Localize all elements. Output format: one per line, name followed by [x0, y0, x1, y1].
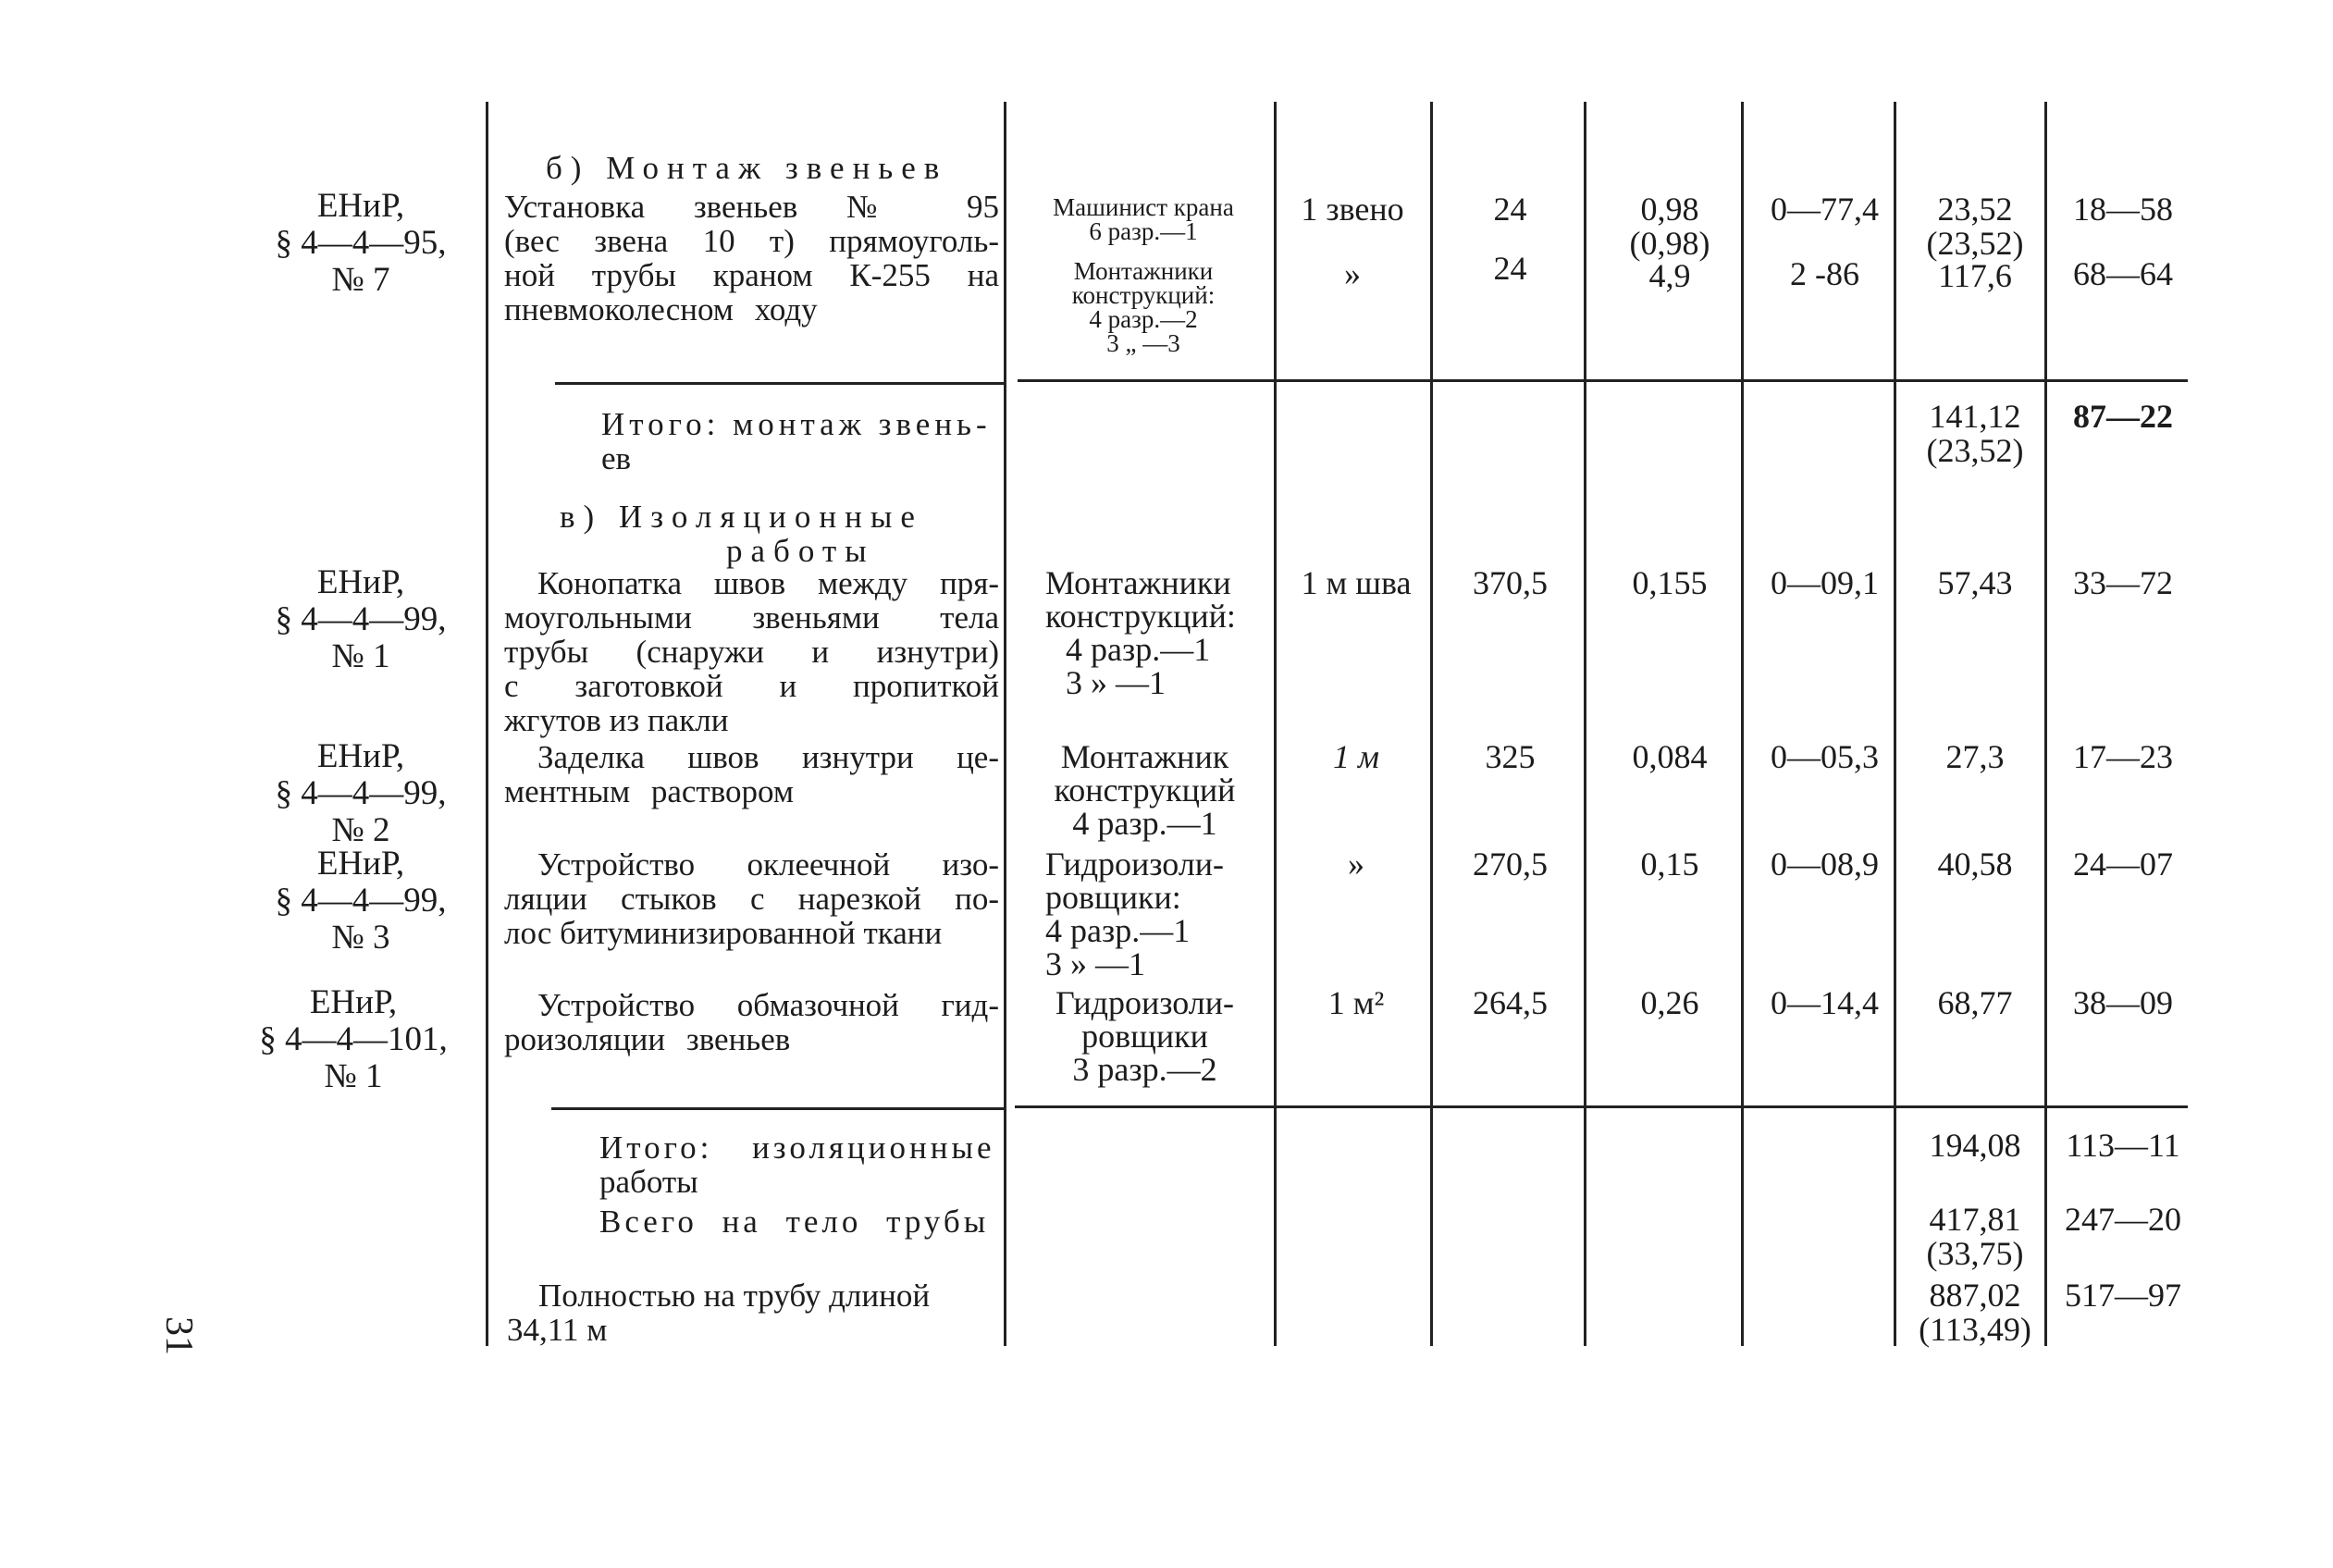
section-b-qty-2: 24	[1493, 250, 1527, 287]
section-v-row3-cost: 24—07	[2073, 846, 2173, 883]
section-b-total-label: Итого: монтаж звень- ев	[601, 406, 992, 476]
section-v-row3-workers: Гидроизоли- ровщики: 4 разр.—1 3 » —1	[1045, 846, 1225, 982]
rule-total-b-left	[555, 382, 1004, 385]
section-v-row1-qty: 370,5	[1473, 564, 1548, 601]
rule-col-workers	[1274, 102, 1277, 1346]
section-v-row2-rate: 0—05,3	[1771, 738, 1879, 775]
rule-col-rate	[1894, 102, 1896, 1346]
rule-total-v-right	[1015, 1105, 2188, 1108]
page-number: 31	[157, 1316, 200, 1355]
section-v-row2-labor: 27,3	[1945, 738, 2005, 775]
section-v-row4-unit: 1 м²	[1327, 984, 1385, 1021]
section-v-row1-unit: 1 м шва	[1301, 564, 1412, 601]
section-v-row3-desc: Устройство оклеечной изо- ляции стыков с нарезкой по- лос битуминизированной ткани	[504, 846, 999, 951]
rule-total-v-left	[551, 1107, 1004, 1110]
grand-total-cost: 247—20	[2065, 1201, 2181, 1238]
section-v-total-label: Итого: изоляционные работы	[599, 1130, 995, 1200]
section-v-total-labor: 194,08	[1929, 1127, 2021, 1164]
section-v-row4-qty: 264,5	[1473, 984, 1548, 1021]
section-b-norm-2: 4,9	[1648, 257, 1691, 294]
section-v-row4-norm: 0,26	[1640, 984, 1699, 1021]
section-v-row1-cost: 33—72	[2073, 564, 2173, 601]
section-v-row2-ref: ЕНиР, § 4—4—99, № 2	[275, 737, 447, 849]
section-b-unit-1: 1 звено	[1301, 191, 1404, 228]
section-v-row1-norm: 0,155	[1632, 564, 1708, 601]
section-v-row1-workers: Монтажники конструкций: 4 разр.—1 3 » —1	[1045, 564, 1236, 701]
section-v-row4-ref: ЕНиР, § 4—4—101, № 1	[259, 983, 448, 1095]
grand-total-label: Всего на тело трубы	[599, 1204, 990, 1240]
section-v-row3-ref: ЕНиР, § 4—4—99, № 3	[275, 845, 447, 957]
rule-total-b-right	[1018, 379, 2188, 382]
section-b-row-ref: ЕНиР, § 4—4—95, № 7	[275, 187, 447, 299]
section-v-row1-desc: Конопатка швов между пря- моугольными звеньями тела трубы (снаружи и изнутри) с заготовкой и пропиткой жгутов из пакли	[504, 565, 999, 738]
section-v-row3-qty: 270,5	[1473, 846, 1548, 883]
section-v-row2-norm: 0,084	[1632, 738, 1708, 775]
section-b-rate-1: 0—77,4	[1771, 191, 1879, 228]
rule-col-qty	[1584, 102, 1586, 1346]
rule-col-norm	[1741, 102, 1744, 1346]
section-b-cost-1: 18—58	[2073, 191, 2173, 228]
section-v-row2-desc: Заделка швов изнутри це- ментным раствором	[504, 739, 999, 809]
section-v-row4-desc: Устройство обмазочной гид- роизоляции звеньев	[504, 987, 999, 1057]
section-v-row3-rate: 0—08,9	[1771, 846, 1879, 883]
section-v-row4-labor: 68,77	[1937, 984, 2013, 1021]
section-b-total-labor: 141,12 (23,52)	[1926, 398, 2024, 469]
section-b-heading: б) Монтаж звеньев	[546, 150, 948, 186]
section-v-row2-cost: 17—23	[2073, 738, 2173, 775]
section-v-row3-unit: »	[1348, 846, 1364, 883]
section-v-row3-norm: 0,15	[1640, 846, 1699, 883]
section-b-workers-2: Монтажники конструкций: 4 разр.—2 3 „ —3	[1071, 257, 1216, 357]
section-v-row1-rate: 0—09,1	[1771, 564, 1879, 601]
section-b-cost-2: 68—64	[2073, 255, 2173, 292]
section-b-rate-2: 2 -86	[1790, 255, 1859, 292]
full-total-cost: 517—97	[2065, 1277, 2181, 1314]
section-v-total-cost: 113—11	[2066, 1127, 2180, 1164]
section-v-row2-workers: Монтажник конструкций 4 разр.—1	[1054, 738, 1236, 842]
rule-col-desc	[1004, 102, 1006, 1346]
section-v-row4-workers: Гидроизоли- ровщики 3 разр.—2	[1055, 984, 1235, 1088]
section-b-norm-1: 0,98 (0,98)	[1629, 191, 1710, 262]
section-v-row2-qty: 325	[1485, 738, 1536, 775]
rule-col-labor	[2044, 102, 2047, 1346]
grand-total-labor: 417,81 (33,75)	[1926, 1201, 2024, 1272]
section-b-total-cost: 87—22	[2073, 398, 2173, 435]
section-b-unit-2: »	[1344, 255, 1361, 292]
section-v-row4-rate: 0—14,4	[1771, 984, 1879, 1021]
section-v-row2-unit: 1 м	[1333, 738, 1379, 775]
full-total-label: Полностью на трубу длиной 34,11 м	[507, 1278, 931, 1348]
section-b-row-desc: Установка звеньев № 95 (вес звена 10 т) прямоуголь- ной трубы краном К-255 на пневмоколесном ходу	[504, 189, 999, 327]
section-v-row1-labor: 57,43	[1937, 564, 2013, 601]
section-v-row4-cost: 38—09	[2073, 984, 2173, 1021]
section-v-row1-ref: ЕНиР, § 4—4—99, № 1	[275, 563, 447, 675]
section-b-qty-1: 24	[1493, 191, 1527, 228]
section-b-workers-1: Машинист крана 6 разр.—1	[1053, 193, 1234, 245]
rule-col-unit	[1430, 102, 1433, 1346]
full-total-labor: 887,02 (113,49)	[1919, 1277, 2031, 1348]
section-v-heading: в) Изоляционные работы	[560, 499, 923, 569]
section-b-labor-2: 117,6	[1938, 257, 2012, 294]
section-b-labor-1: 23,52 (23,52)	[1926, 191, 2024, 262]
section-v-row3-labor: 40,58	[1937, 846, 2013, 883]
